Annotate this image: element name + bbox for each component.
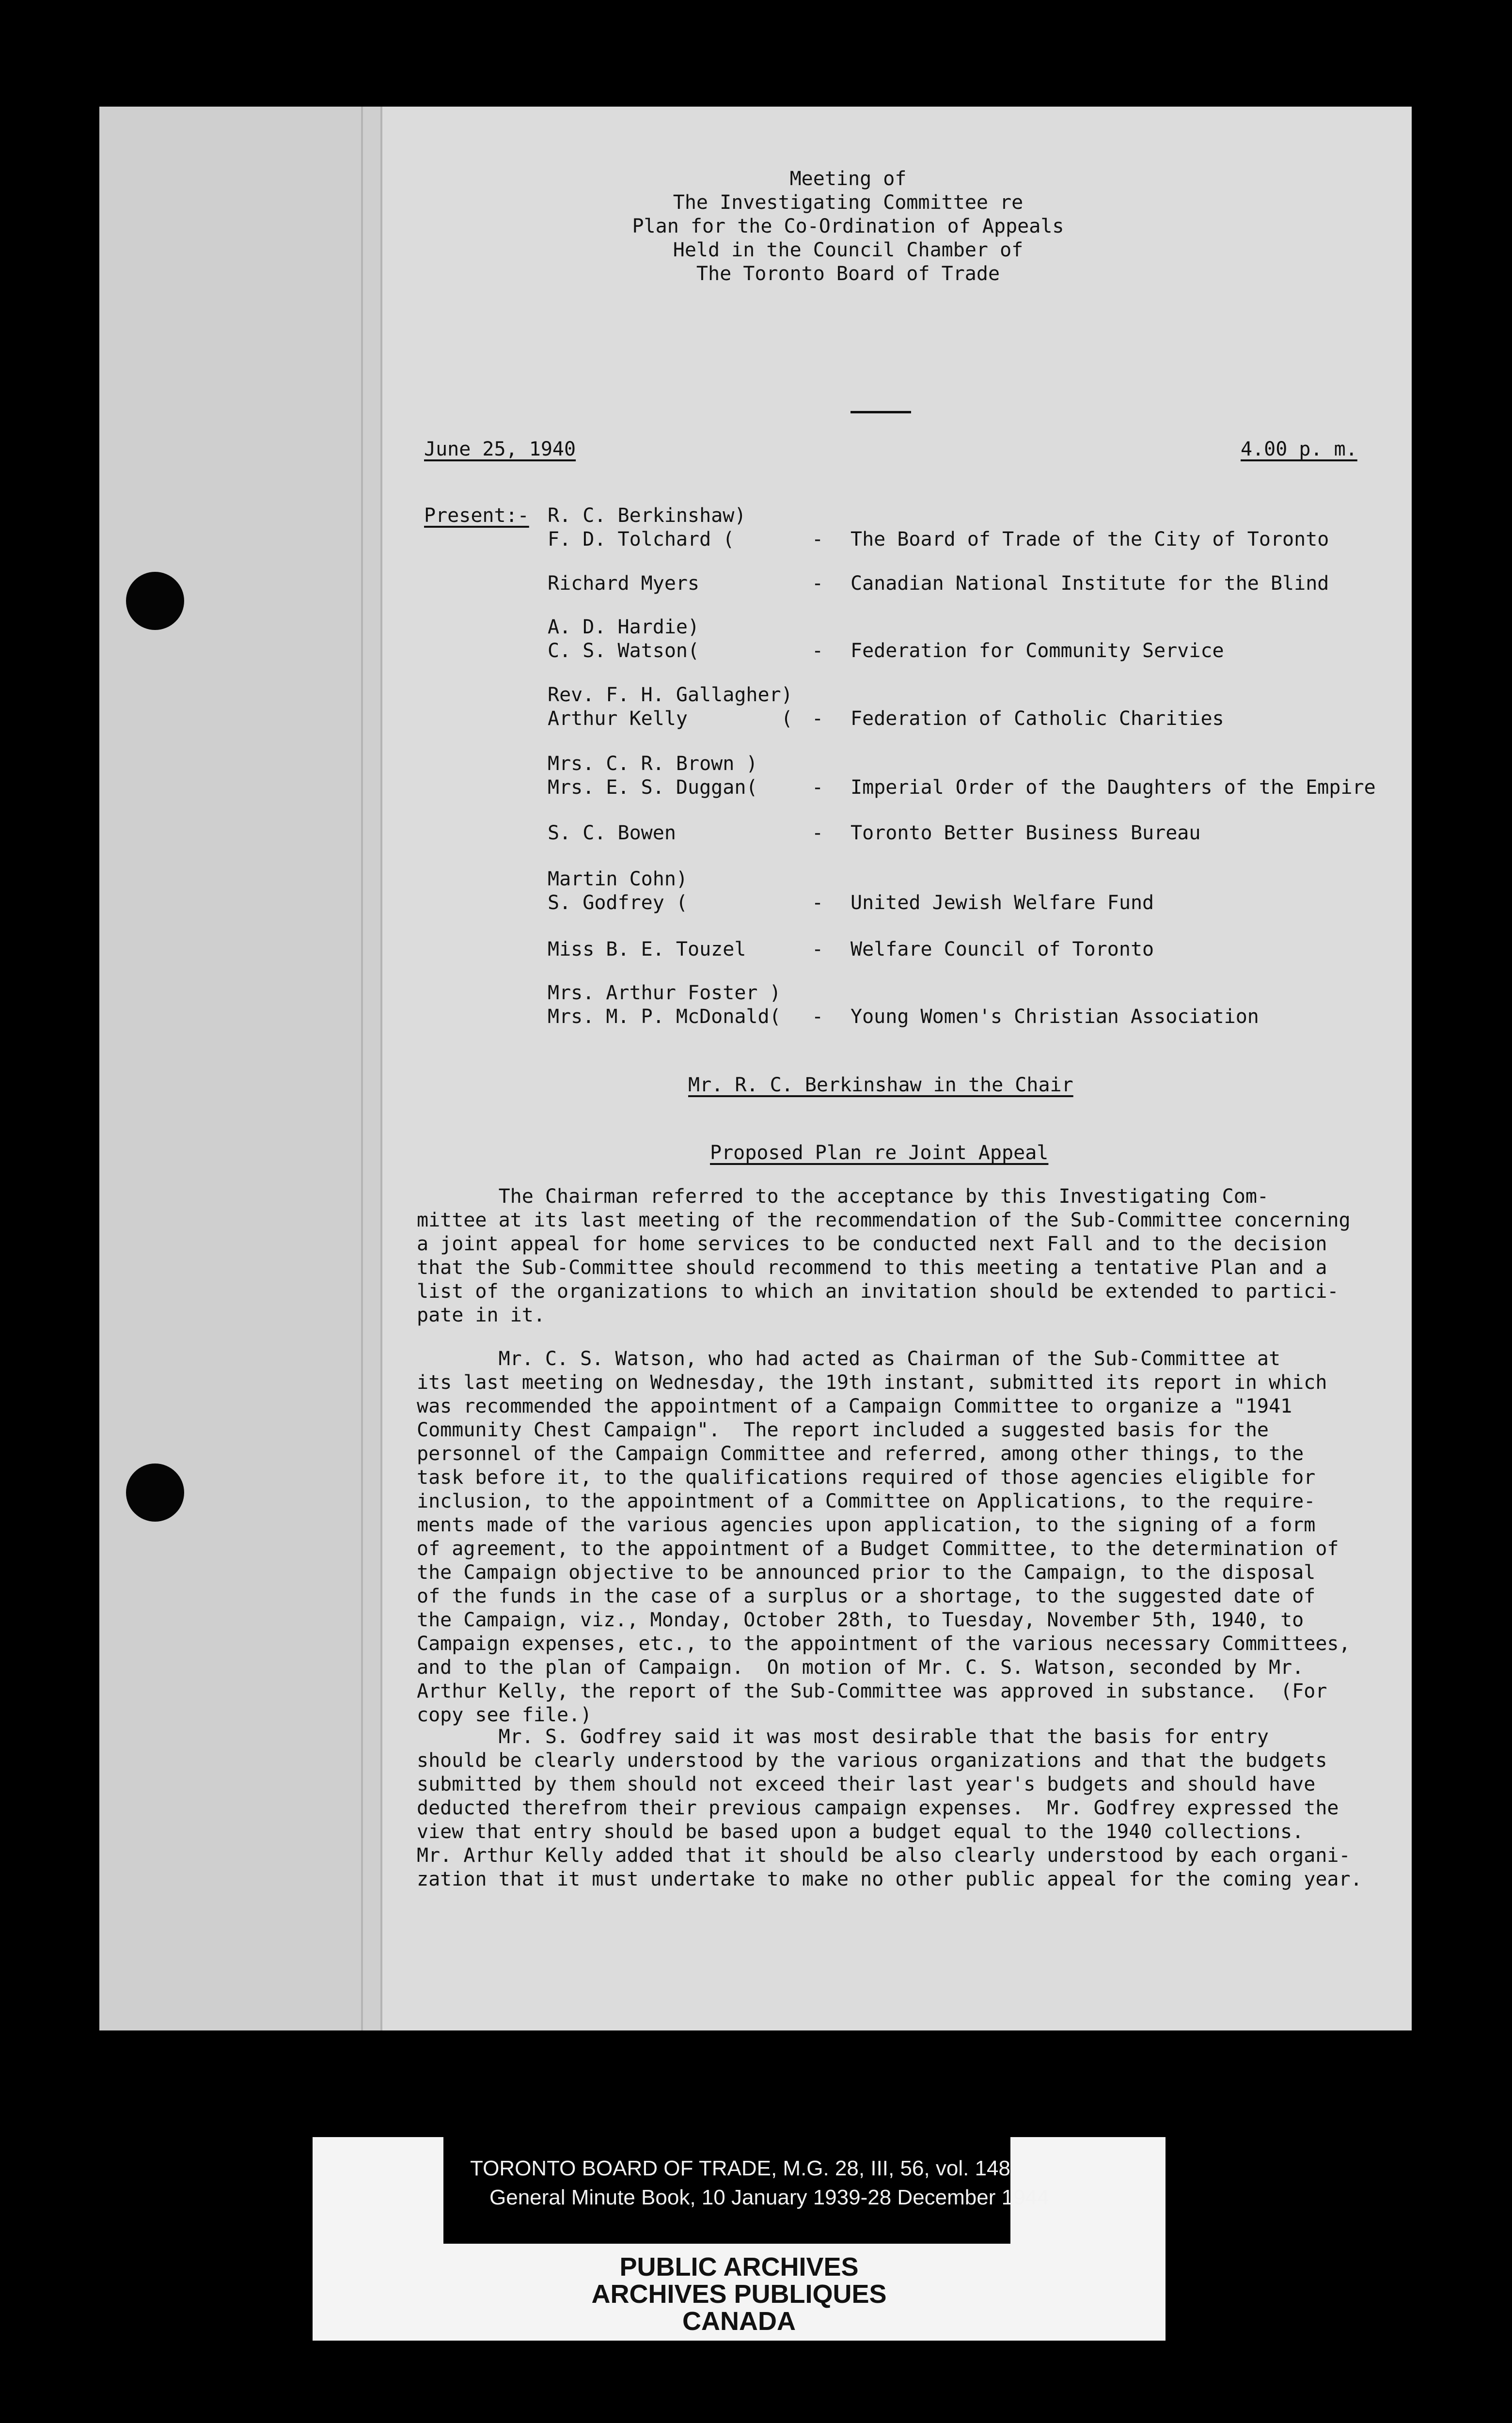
- attendee-group: [548, 821, 1371, 869]
- attendee-name: Richard Myers: [548, 572, 700, 595]
- dash: -: [812, 776, 824, 799]
- stamp-line: PUBLIC ARCHIVES: [619, 2252, 859, 2281]
- attendee-group: [548, 615, 1371, 663]
- meeting-time: 4.00 p. m.: [1241, 438, 1357, 460]
- organization-name: The Board of Trade of the City of Toronto: [850, 528, 1329, 551]
- attendee-group: [548, 938, 1371, 985]
- attendee-name: S. C. Bowen: [548, 822, 676, 844]
- archive-label: [313, 2137, 1166, 2341]
- heading-line: The Toronto Board of Trade: [696, 263, 1000, 285]
- paragraph: The Chairman referred to the acceptance by this Investigating Com- mittee at its last meeting of the recommendation of the Sub-Committee concerning a joint appeal for home services to be conducted next Fall and to the decision that the Sub-Committee should recommend to this meeting a tentative Plan and a list of the organizations to which an invitation should be extended to partici- pate in it.: [417, 1185, 1351, 1326]
- attendee-group: [548, 981, 1371, 1029]
- archives-stamp: [313, 2253, 1166, 2335]
- attendee-name: Rev. F. H. Gallagher): [548, 684, 793, 706]
- organization-name: Canadian National Institute for the Blind: [850, 572, 1329, 595]
- attendee-name: Arthur Kelly (: [548, 708, 793, 730]
- heading-line: Meeting of: [789, 168, 907, 190]
- heading-rule: [850, 411, 911, 413]
- chair-line: Mr. R. C. Berkinshaw in the Chair: [688, 1074, 1073, 1096]
- attendee-group: [548, 867, 1371, 915]
- attendee-name: Mrs. Arthur Foster ): [548, 982, 781, 1004]
- organization-name: Imperial Order of the Daughters of the Empire: [850, 776, 1376, 799]
- meeting-heading: [533, 167, 1163, 286]
- dash: -: [812, 892, 824, 914]
- archive-reference-line: General Minute Book, 10 January 1939-28 December 1944: [489, 2186, 1049, 2209]
- organization-name: Young Women's Christian Association: [850, 1006, 1259, 1028]
- attendee-group: [548, 752, 1376, 800]
- organization-name: Federation for Community Service: [850, 640, 1224, 662]
- attendee-name: S. Godfrey (: [548, 892, 688, 914]
- archive-reference: [443, 2137, 1049, 2244]
- attendee-name: A. D. Hardie): [548, 616, 700, 638]
- dash: -: [812, 1006, 824, 1028]
- dash: -: [812, 708, 824, 730]
- attendee-group: [548, 572, 1371, 619]
- section-title: Proposed Plan re Joint Appeal: [710, 1142, 1049, 1164]
- attendee-name: Mrs. M. P. McDonald(: [548, 1006, 781, 1028]
- attendee-name: Miss B. E. Touzel: [548, 938, 746, 960]
- dash: -: [812, 572, 824, 595]
- organization-name: Toronto Better Business Bureau: [850, 822, 1201, 844]
- meeting-date: June 25, 1940: [424, 438, 576, 460]
- present-label: Present:-: [424, 504, 529, 527]
- heading-line: Plan for the Co-Ordination of Appeals: [632, 215, 1064, 237]
- attendee-name: Mrs. E. S. Duggan(: [548, 776, 758, 799]
- paragraph: Mr. C. S. Watson, who had acted as Chairman of the Sub-Committee at its last meeting on Wednesday, the 19th instant, submitted its report in which was recommended the appointment of a Campaign Committee to organize a "1941 Community Chest Campaign". The report included a suggested basis for the personnel of the Campaign Committee and referred, among other things, to the task before it, to the qualifications required of those agencies eligible for inclusion, to the appointment of a Committee on Applications, to the require- ments made of the various agencies upon application, to the signing of a form of agreement, to the appointment of a Budget Committee, to the determination of the Campaign objective to be announced prior to the Campaign, to the disposal of the funds in the case of a surplus or a shortage, to the suggested date of the Campaign, viz., Monday, October 28th, to Tuesday, November 5th, 1940, to Campaign expenses, etc., to the appointment of the various necessary Committees, and to the plan of Campaign. On motion of Mr. C. S. Watson, seconded by Mr. Arthur Kelly, the report of the Sub-Committee was approved in substance. (For copy see file.): [417, 1348, 1351, 1726]
- dash: -: [812, 938, 824, 960]
- stamp-line: ARCHIVES PUBLIQUES: [591, 2280, 887, 2309]
- organization-name: Welfare Council of Toronto: [850, 938, 1154, 960]
- attendee-group: [548, 504, 1371, 551]
- attendee-name: R. C. Berkinshaw): [548, 504, 746, 527]
- attendee-name: C. S. Watson(: [548, 640, 700, 662]
- heading-line: Held in the Council Chamber of: [673, 239, 1024, 261]
- heading-line: The Investigating Committee re: [673, 191, 1024, 214]
- organization-name: Federation of Catholic Charities: [850, 708, 1224, 730]
- dash: -: [812, 528, 824, 551]
- attendee-name: Martin Cohn): [548, 868, 688, 890]
- archive-reference-line: TORONTO BOARD OF TRADE, M.G. 28, III, 56, vol. 148: [470, 2156, 1010, 2180]
- dash: -: [812, 822, 824, 844]
- attendee-name: F. D. Tolchard (: [548, 528, 735, 551]
- attendee-group: [548, 683, 1371, 731]
- attendee-name: Mrs. C. R. Brown ): [548, 753, 758, 775]
- paragraph: Mr. S. Godfrey said it was most desirable that the basis for entry should be clearly understood by the various organizations and that the budgets submitted by them should not exceed their last year's budgets and should have deducted therefrom their previous campaign expenses. Mr. Godfrey expressed the view that entry should be based upon a budget equal to the 1940 collections. Mr. Arthur Kelly added that it should be also clearly understood by each organi- zation that it must undertake to make no other public appeal for the coming year.: [417, 1726, 1362, 1890]
- stamp-line: CANADA: [682, 2307, 796, 2336]
- dash: -: [812, 640, 824, 662]
- organization-name: United Jewish Welfare Fund: [850, 892, 1154, 914]
